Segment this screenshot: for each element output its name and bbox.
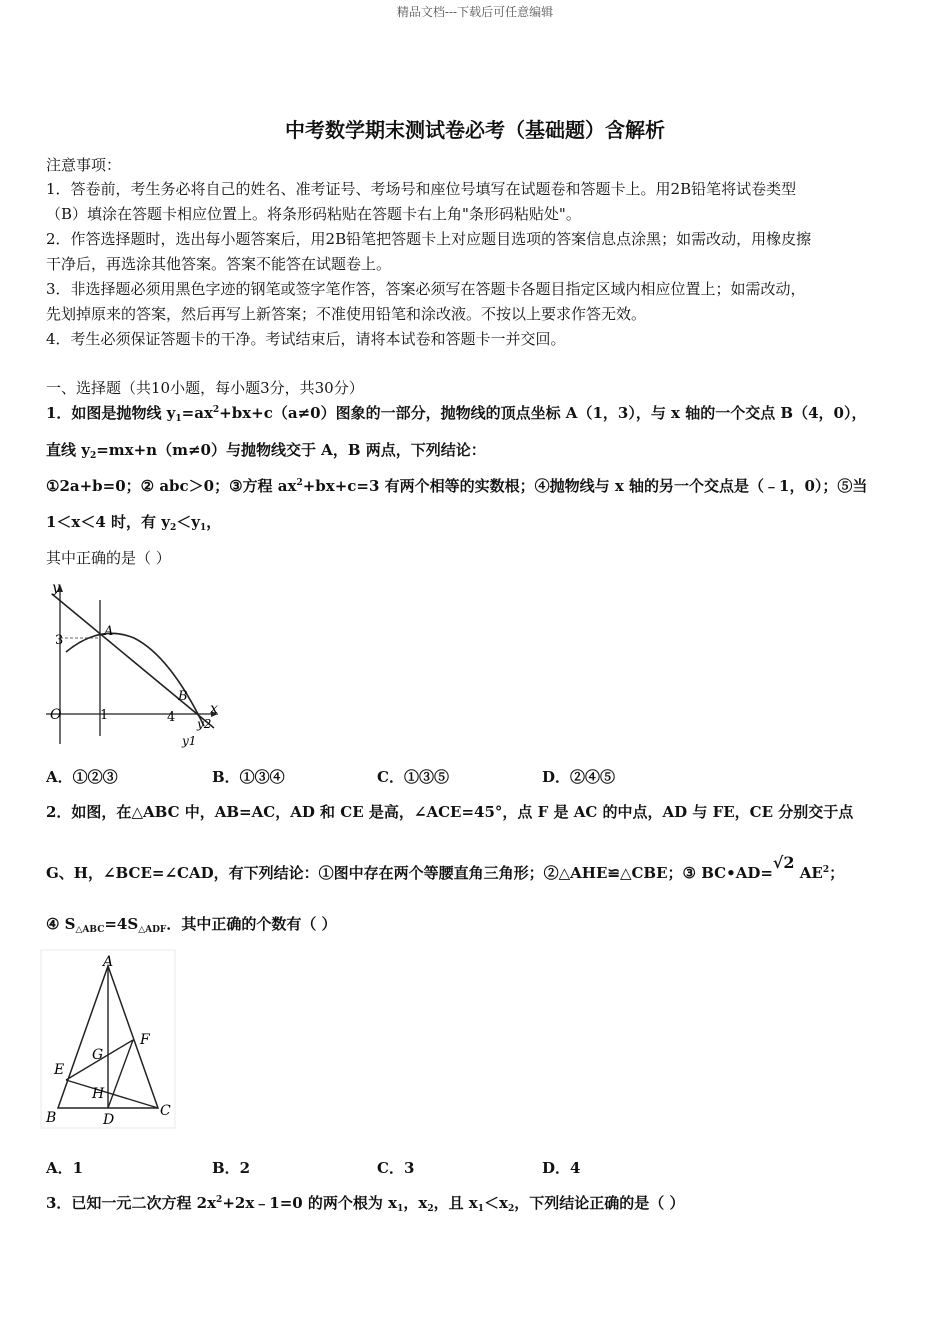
y-axis-label: y	[52, 580, 60, 596]
point-g-label: G	[92, 1047, 104, 1063]
notice-line: 2．作答选择题时，选出每小题答案后，用2B铅笔把答题卡上对应题目选项的答案信息点涂黑；如需改动，用橡皮擦	[46, 230, 812, 248]
segment-df	[108, 1040, 133, 1108]
q1-prompt: 其中正确的是（ ）	[46, 549, 171, 567]
point-a-label: A	[104, 624, 114, 639]
q1-option-b[interactable]: B．①③④	[212, 768, 285, 786]
sqrt-two: √2	[772, 853, 795, 872]
point-c-label: C	[160, 1103, 171, 1119]
q2-option-d[interactable]: D．4	[542, 1159, 581, 1177]
q2-option-b[interactable]: B．2	[212, 1159, 251, 1177]
tick-label-4: 4	[167, 710, 176, 725]
q1-line-1: 1．如图是抛物线 $y_1=ax^2+bx+c(a\ne 0)$图象的一部分，抛物线的顶点坐标 A（1，3），与 x 轴的一个交点 B（4，0），	[46, 404, 867, 424]
origin-label: O	[50, 707, 62, 723]
notice-line: （B）填涂在答题卡相应位置上。将条形码粘贴在答题卡右上角"条形码粘贴处"。	[46, 205, 581, 223]
q1-option-a[interactable]: A．①②③	[46, 768, 118, 786]
point-f-label: F	[140, 1032, 150, 1048]
line-y2	[52, 594, 214, 728]
point-e-label: E	[54, 1062, 65, 1078]
page-header: 精品文档---下载后可任意编辑	[396, 5, 554, 19]
q1-line-2: 直线 $y_2=mx+n(m\ne 0)$与抛物线交于 A，B 两点，下列结论：	[46, 441, 486, 461]
parabola-y1	[66, 633, 204, 726]
point-b-label: B	[178, 689, 188, 704]
point-h-label: H	[92, 1086, 105, 1102]
document-title: 中考数学期末测试卷必考（基础题）含解析	[285, 118, 665, 142]
q1-option-c[interactable]: C．①③⑤	[377, 768, 449, 786]
triangle-figure	[40, 948, 180, 1130]
notice-line: 干净后，再选涂其他答案。答案不能答在试题卷上。	[46, 255, 392, 273]
notice-line: 4．考生必须保证答题卡的干净。考试结束后，请将本试卷和答题卡一并交回。	[46, 330, 566, 348]
q1-line-4: 1＜x＜4 时，有 $y_2<y_1$，	[46, 513, 222, 533]
notice-line: 3．非选择题必须用黑色字迹的钢笔或签字笔作答，答案必须写在答题卡各题目指定区域内相应位置上；如需改动，	[46, 280, 806, 298]
notice-line: 1．答卷前，考生务必将自己的姓名、准考证号、考场号和座位号填写在试题卷和答题卡上。用2B铅笔将试卷类型	[46, 180, 797, 198]
parabola-figure	[40, 576, 225, 751]
q2-option-a[interactable]: A．1	[46, 1159, 84, 1177]
q2-line-2: G、H，∠BCE=∠CAD，有下列结论：①图中存在两个等腰直角三角形；②△AHE≌△CBE；③ BC•AD=√2 $AE^2$；	[46, 853, 845, 882]
q3-line-1: 3．已知一元二次方程 $2x^2+2x﹣1=0$ 的两个根为 $x_1$，$x_2$，且 $x_1<x_2$，下列结论正确的是（ ）	[46, 1194, 685, 1214]
q1-option-d[interactable]: D．②④⑤	[542, 768, 616, 786]
point-a-label: A	[103, 954, 114, 970]
q1-line-3: ①2a+b=0；② abc＞0；③方程 $ax^2+bx+c=3$ 有两个相等的实数根；④抛物线与 x 轴的另一个交点是（﹣1，0）；⑤当	[46, 477, 868, 495]
q2-line-3: ④ $S_{\triangle ABC}=4S_{\triangle ADF}$．其中正确的个数有（ ）	[46, 915, 337, 935]
y1-label: y1	[182, 734, 197, 748]
point-b-label: B	[46, 1110, 57, 1126]
point-d-label: D	[103, 1112, 115, 1128]
x-axis-label: x	[210, 701, 218, 717]
notice-line: 先划掉原来的答案，然后再写上新答案；不准使用铅笔和涂改液。不按以上要求作答无效。	[46, 305, 647, 323]
notice-heading: 注意事项：	[46, 156, 122, 174]
y2-label: y2	[197, 717, 212, 731]
altitude-ce	[66, 1080, 158, 1108]
q2-option-c[interactable]: C．3	[377, 1159, 415, 1177]
q2-line-1: 2．如图，在△ABC 中，AB=AC，AD 和 CE 是高，∠ACE=45°，点 F 是 AC 的中点，AD 与 FE，CE 分别交于点	[46, 803, 854, 821]
section-heading: 一、选择题（共10小题，每小题3分，共30分）	[46, 379, 364, 397]
tick-label-3: 3	[55, 633, 64, 648]
tick-label-1: 1	[100, 708, 109, 723]
